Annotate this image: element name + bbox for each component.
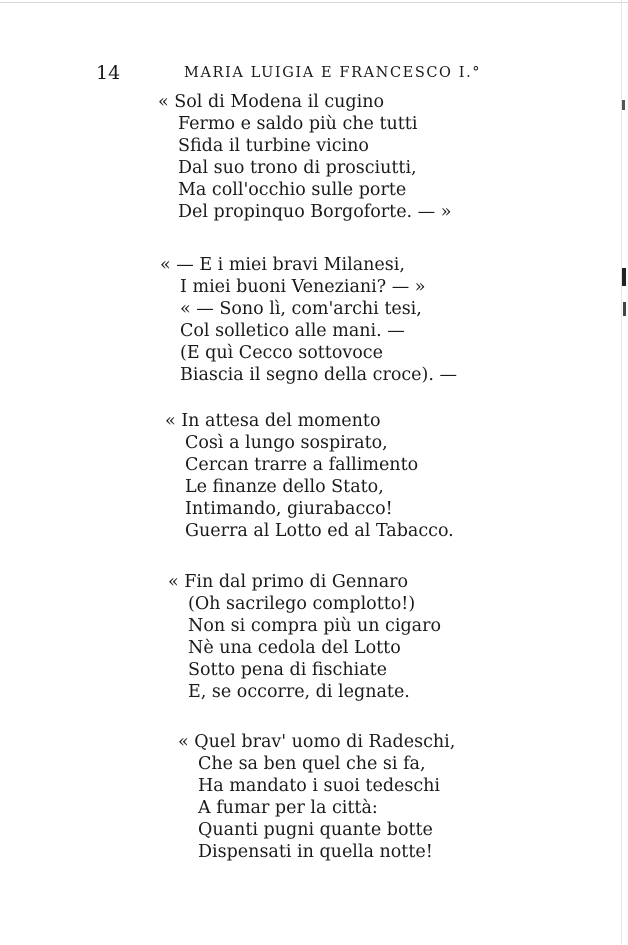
- verse-line: « Fin dal primo di Gennaro: [168, 572, 409, 592]
- stanza-2: [160, 254, 457, 386]
- verse-line: Col solletico alle mani. —: [180, 321, 405, 341]
- verse-line: (Oh sacrilego complotto!): [188, 594, 416, 614]
- verse-line: Quanti pugni quante botte: [198, 820, 433, 840]
- page-number: 14: [96, 62, 121, 84]
- verse-line: Fermo e saldo più che tutti: [178, 114, 418, 134]
- stanza-1: [158, 91, 451, 223]
- verse-line: Dal suo trono di prosciutti,: [178, 158, 417, 178]
- verse-line: Dispensati in quella notte!: [198, 842, 433, 862]
- margin-mark: [623, 302, 626, 316]
- verse-line: Intimando, giurabacco!: [185, 499, 393, 519]
- verse-line: Che sa ben quel che si fa,: [198, 754, 426, 774]
- verse-line: Guerra al Lotto ed al Tabacco.: [185, 521, 454, 541]
- verse-line: Nè una cedola del Lotto: [188, 638, 401, 658]
- page-edge-top: [0, 2, 628, 3]
- verse-line: Del propinquo Borgoforte. — »: [178, 202, 452, 222]
- verse-line: Cercan trarre a fallimento: [185, 455, 419, 475]
- verse-line: Biascia il segno della croce). —: [180, 365, 457, 385]
- verse-line: Sfida il turbine vicino: [178, 136, 369, 156]
- verse-line: Le finanze dello Stato,: [185, 477, 384, 497]
- page-header: [0, 62, 628, 88]
- verse-line: A fumar per la città:: [198, 798, 378, 818]
- verse-line: Così a lungo sospirato,: [185, 433, 388, 453]
- verse-line: Non si compra più un cigaro: [188, 616, 441, 636]
- stanza-4: [168, 571, 441, 703]
- page-edge-right: [621, 0, 622, 945]
- verse-line: E, se occorre, di legnate.: [188, 682, 410, 702]
- verse-line: I miei buoni Veneziani? — »: [180, 277, 426, 297]
- verse-line: Sotto pena di fischiate: [188, 660, 388, 680]
- verse-line: (E quì Cecco sottovoce: [180, 343, 383, 363]
- margin-mark: [622, 100, 625, 110]
- verse-line: « In attesa del momento: [165, 411, 381, 431]
- verse-line: « Quel brav' uomo di Radeschi,: [178, 732, 456, 752]
- verse-line: Ma coll'occhio sulle porte: [178, 180, 407, 200]
- verse-line: Ha mandato i suoi tedeschi: [198, 776, 441, 796]
- verse-line: « Sol di Modena il cugino: [158, 92, 385, 112]
- stanza-5: [178, 731, 455, 863]
- margin-mark: [622, 268, 626, 286]
- verse-line: « — Sono lì, com'archi tesi,: [180, 299, 422, 319]
- stanza-3: [165, 410, 454, 542]
- verse-line: « — E i miei bravi Milanesi,: [160, 255, 405, 275]
- running-title: MARIA LUIGIA E FRANCESCO I.°: [184, 65, 482, 81]
